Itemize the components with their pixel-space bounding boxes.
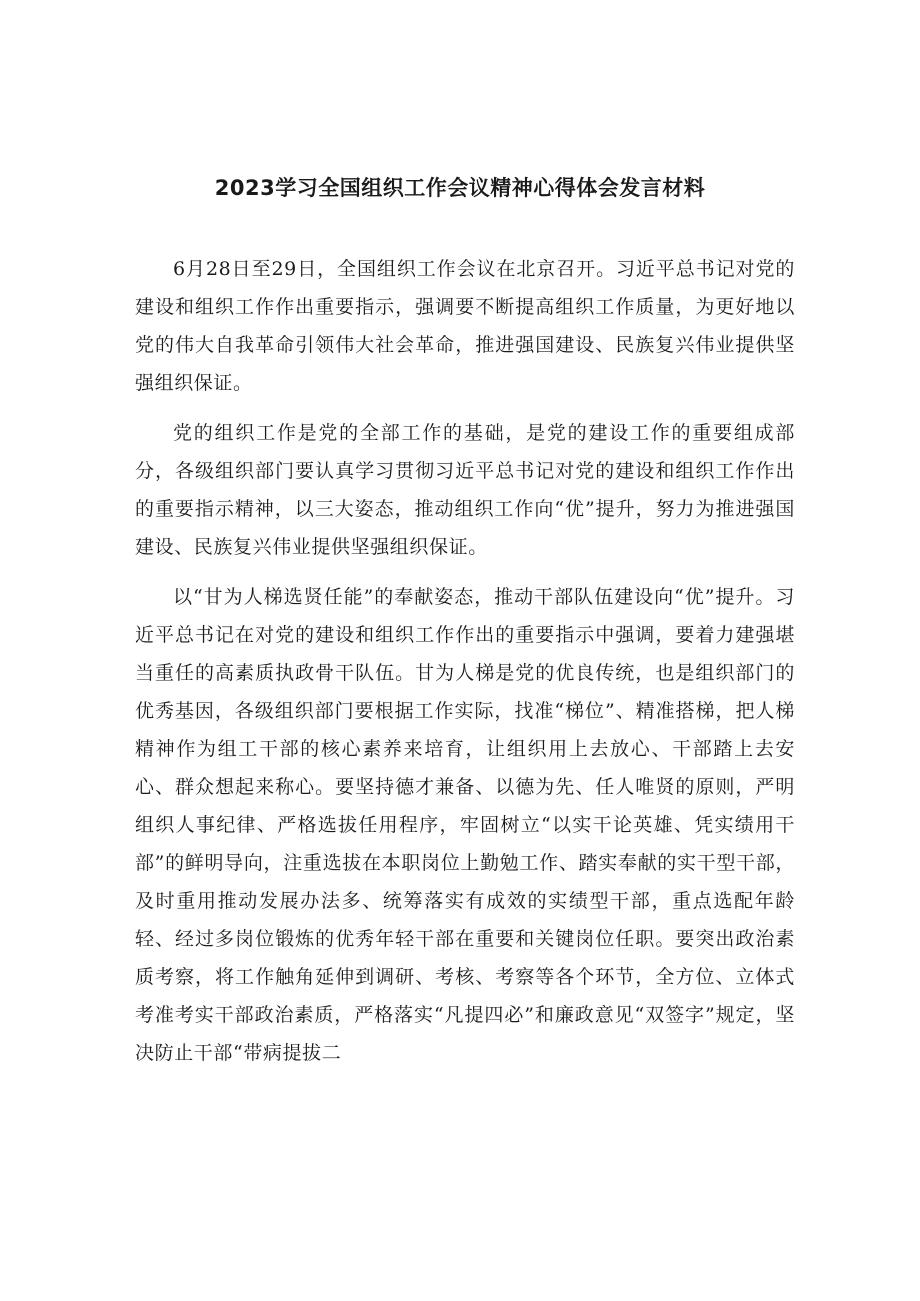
document-title: 2023学习全国组织工作会议精神心得体会发言材料 (214, 176, 706, 200)
document-body (135, 250, 795, 1086)
paragraph-3: 以“甘为人梯选贤任能”的奉献姿态，推动干部队伍建设向“优”提升。习近平总书记在对党的建设和组织工作作出的重要指示中强调，要着力建强堪当重任的高素质执政骨干队伍。甘为人梯是党的优良传统，也是组织部门的优秀基因，各级组织部门要根据工作实际，找准“梯位”、精准搭梯，把人梯精神作为组工干部的核心素养来培育，让组织用上去放心、干部踏上去安心、群众想起来称心。要坚持德才兼备、以德为先、任人唯贤的原则，严明组织人事纪律、严格选拔任用程序，牢固树立“以实干论英雄、凭实绩用干部”的鲜明导向，注重选拔在本职岗位上勤勉工作、踏实奉献的实干型干部，及时重用推动发展办法多、统筹落实有成效的实绩型干部，重点选配年龄轻、经过多岗位锻炼的优秀年轻干部在重要和关键岗位任职。要突出政治素质考察，将工作触角延伸到调研、考核、考察等各个环节，全方位、立体式考准考实干部政治素质，严格落实“凡提四必”和廉政意见“双签字”规定，坚决防止干部“带病提拔二 (135, 586, 795, 1064)
paragraph-2: 党的组织工作是党的全部工作的基础，是党的建设工作的重要组成部分，各级组织部门要认真学习贯彻习近平总书记对党的建设和组织工作作出的重要指示精神，以三大姿态，推动组织工作向“优”提升，努力为推进强国建设、民族复兴伟业提供坚强组织保证。 (135, 422, 795, 558)
paragraph-1: 6月28日至29日，全国组织工作会议在北京召开。习近平总书记对党的建设和组织工作作出重要指示，强调要不断提高组织工作质量，为更好地以党的伟大自我革命引领伟大社会革命，推进强国建设、民族复兴伟业提供坚强组织保证。 (135, 258, 795, 394)
